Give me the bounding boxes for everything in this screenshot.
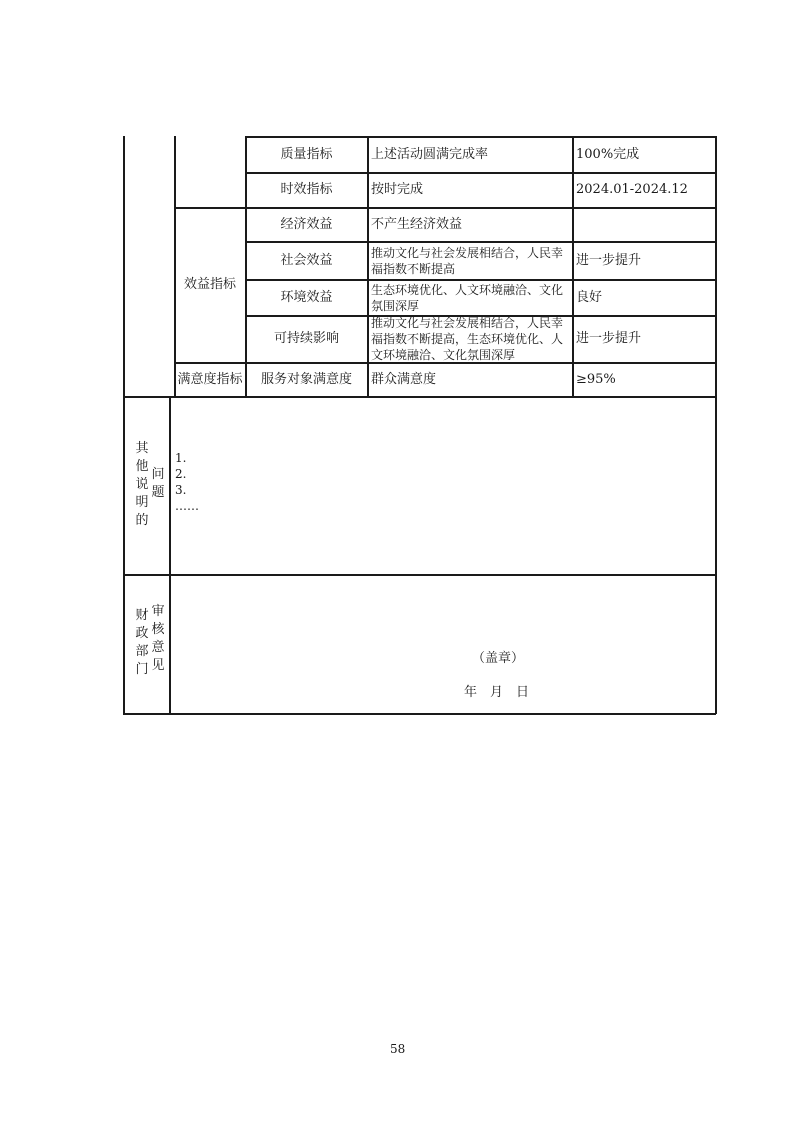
content-cell [368,137,572,172]
value-cell [573,316,715,362]
value-text: 进一步提升 [576,331,642,346]
content-text: 生态环境优化、人文环境融洽、文化氛围深厚 [371,282,564,313]
content-text: 推动文化与社会发展相结合，人民幸福指数不断提高 [371,245,564,276]
value-text: 100%完成 [576,146,640,162]
list-item: 3. [175,483,187,497]
indicator-cell [246,208,367,241]
content-text: 推动文化与社会发展相结合，人民幸福指数不断提高，生态环境优化、人文环境融洽、文化氛围深厚 [371,316,564,362]
group-benefit-cell [175,208,245,362]
value-text: 进一步提升 [576,252,642,268]
content-cell [368,242,572,279]
indicator-label: 可持续影响 [273,331,339,346]
group-benefit-label: 效益指标 [183,277,236,292]
indicator-cell [246,363,367,396]
content-text: 上述活动圆满完成率 [371,146,489,162]
other-items [175,450,199,514]
finance-label-left: 财政部门 [135,608,149,677]
content-cell [368,280,572,315]
other-label-left: 其他说明的 [135,441,149,528]
content-cell [368,316,572,362]
group-satisfaction-cell [175,363,245,396]
finance-label-right: 审核意见 [151,604,165,673]
rule [123,713,716,715]
other-label-right: 问题 [151,467,165,500]
content-cell [368,208,572,241]
rule [715,136,717,714]
content-text: 不产生经济效益 [371,216,463,232]
indicator-cell [246,280,367,315]
rule [123,136,125,714]
value-cell [573,208,715,241]
value-cell [573,173,715,207]
page-number: 58 [390,1042,406,1056]
indicator-cell [246,242,367,279]
rule [123,396,716,398]
rule [169,396,171,714]
indicator-cell [246,137,367,172]
value-cell [573,137,715,172]
list-item: 2. [175,467,187,481]
date-text: 年 月 日 [464,685,530,700]
indicator-label: 社会效益 [280,252,333,268]
value-cell [573,363,715,396]
indicator-label: 服务对象满意度 [260,371,352,387]
rule [123,574,716,576]
list-item: …… [175,499,199,513]
value-cell [573,242,715,279]
value-text: 2024.01-2024.12 [576,182,688,197]
content-text: 按时完成 [371,182,424,197]
group-satisfaction-label: 满意度指标 [177,371,243,387]
indicator-label: 环境效益 [280,289,333,305]
value-cell [573,280,715,315]
value-text: ≥95% [576,371,616,387]
content-cell [368,173,572,207]
content-text: 群众满意度 [371,371,437,387]
stamp-text: （盖章） [472,651,525,666]
indicator-cell [246,173,367,207]
indicator-label: 时效指标 [280,182,333,197]
content-cell [368,363,572,396]
indicator-label: 经济效益 [280,216,333,232]
list-item: 1. [175,451,187,465]
indicator-cell [246,316,367,362]
value-text: 良好 [576,289,603,305]
indicator-label: 质量指标 [280,146,333,162]
